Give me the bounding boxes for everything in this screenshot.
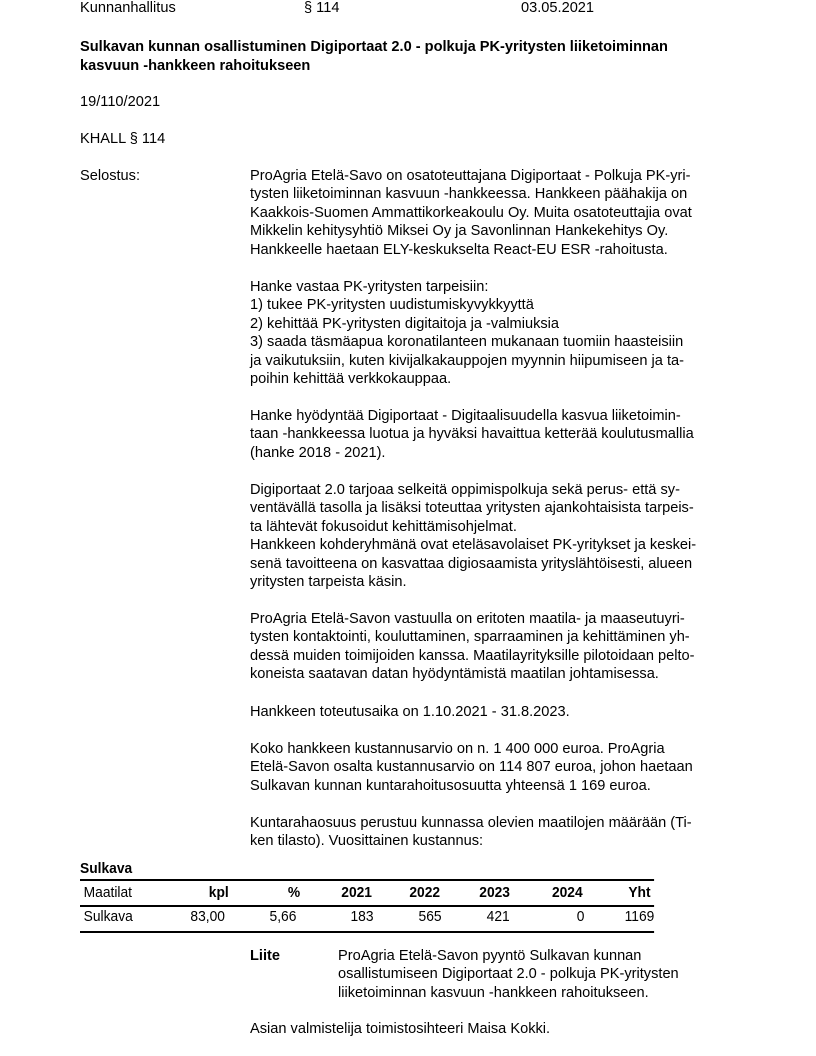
text-line: 3) saada täsmäapua koronatilanteen mukanaan tuomiin haasteisiin	[250, 334, 684, 351]
text-line: Kuntarahaosuus perustuu kunnassa olevien maatilojen määrään (Ti-	[250, 815, 692, 831]
text-line: senä tavoitteena on kasvattaa digiosaamista yrityslähtöisesti, alueen	[250, 555, 693, 572]
paragraph-4	[250, 481, 740, 591]
text-line: liiketoiminnan kasvuun -hankkeen rahoitukseen.	[338, 984, 649, 1001]
text-line: poihin kehittää verkkokauppaa.	[250, 371, 452, 388]
text-line: dessä muiden toimijoiden kanssa. Maatilayrityksille pilotoidaan pelto-	[250, 647, 695, 664]
selostus-label: Selostus:	[80, 168, 141, 184]
table-header-row	[80, 882, 651, 904]
col-header: 2023	[479, 884, 510, 901]
text-line: tysten kontaktointi, kouluttaminen, sparraaminen ja kehittäminen yh-	[250, 629, 690, 646]
text-line: Mikkelin kehitysyhtiö Miksei Oy ja Savonlinnan Hankekehitys Oy.	[250, 223, 669, 240]
text-line: (hanke 2018 - 2021).	[250, 444, 386, 461]
col-header: Maatilat	[83, 884, 133, 901]
case-number: 19/110/2021	[80, 94, 161, 110]
paragraph-6	[250, 703, 740, 721]
col-header: %	[287, 884, 301, 901]
text-line: koneista saatavan datan hyödyntämistä maatilan johtamisessa.	[250, 666, 659, 683]
cell-percent: 5,66	[269, 908, 297, 925]
text-line: ta lähtevät fokusoidut kehittämisohjelmat.	[250, 518, 517, 535]
header-body: Kunnanhallitus	[80, 0, 176, 16]
paragraph-8	[250, 814, 740, 851]
paragraph-2	[250, 278, 740, 388]
text-line: Hankkeen toteutusaika on 1.10.2021 - 31.8.2023.	[250, 704, 570, 720]
col-header: Yht	[628, 884, 651, 901]
paragraph-1	[250, 167, 740, 259]
text-line: ken tilasto). Vuosittainen kustannus:	[250, 833, 484, 850]
text-line: Hankkeen kohderyhmänä ovat eteläsavolaiset PK-yritykset ja keskei-	[250, 537, 697, 554]
document-title	[80, 38, 780, 76]
cell-municipality: Sulkava	[83, 908, 133, 925]
liite-label: Liite	[250, 948, 280, 964]
text-line: ProAgria Etelä-Savon vastuulla on eritoten maatila- ja maaseutuyri-	[250, 611, 685, 627]
cell-2023: 421	[486, 908, 510, 925]
text-line: ProAgria Etelä-Savon pyyntö Sulkavan kunnan	[338, 948, 642, 964]
cost-table	[80, 860, 655, 928]
cell-2021: 183	[350, 908, 374, 925]
table-divider	[80, 879, 654, 881]
table-divider	[80, 931, 654, 933]
paragraph-7	[250, 740, 740, 795]
text-line: 1) tukee PK-yritysten uudistumiskyvykkyyttä	[250, 297, 534, 314]
col-header: 2024	[551, 884, 583, 901]
text-line: Digiportaat 2.0 tarjoaa selkeitä oppimispolkuja sekä perus- että sy-	[250, 482, 680, 498]
col-header: 2022	[409, 884, 441, 901]
text-line: osallistumiseen Digiportaat 2.0 - polkuja PK-yritysten	[338, 966, 679, 983]
cell-kpl: 83,00	[190, 908, 225, 925]
text-line: ProAgria Etelä-Savo on osatoteuttajana Digiportaat - Polkuja PK-yri-	[250, 168, 691, 184]
col-header: 2021	[341, 884, 372, 901]
text-line: ja vaikutuksiin, kuten kivijalkakauppojen myynnin hiipumiseen ja ta-	[250, 352, 684, 369]
text-line: taan -hankkeessa luotua ja hyväksi havaittua ketterää koulutusmallia	[250, 426, 694, 443]
header-date: 03.05.2021	[521, 0, 595, 16]
text-line: Sulkavan kunnan kuntarahoitusosuutta yhteensä 1 169 euroa.	[250, 777, 651, 794]
liite-text	[338, 947, 738, 1002]
title-line: Sulkavan kunnan osallistuminen Digiportaat 2.0 - polkuja PK-yritysten liiketoiminnan	[80, 39, 668, 55]
cell-2022: 565	[418, 908, 442, 925]
cell-total: 1169	[624, 908, 655, 925]
preparer-note: Asian valmistelija toimistosihteeri Maisa Kokki.	[250, 1021, 551, 1037]
text-line: ventävällä tasolla ja lisäksi toteuttaa yritysten ajankohtaisista tarpeis-	[250, 500, 694, 517]
text-line: Hanke vastaa PK-yritysten tarpeisiin:	[250, 279, 489, 295]
text-line: Koko hankkeen kustannusarvio on n. 1 400 000 euroa. ProAgria	[250, 741, 665, 757]
paragraph-3	[250, 407, 740, 462]
text-line: Hankkeelle haetaan ELY-keskukselta React-EU ESR -rahoitusta.	[250, 241, 668, 258]
document-header	[0, 0, 816, 19]
title-line: kasvuun -hankkeen rahoitukseen	[80, 58, 311, 74]
cost-table-caption: Sulkava	[80, 860, 133, 877]
khall-reference: KHALL § 114	[80, 131, 166, 147]
col-header: kpl	[208, 884, 229, 901]
cell-2024: 0	[576, 908, 585, 925]
paragraph-5	[250, 610, 740, 684]
table-row	[80, 906, 655, 928]
text-line: 2) kehittää PK-yritysten digitaitoja ja -valmiuksia	[250, 315, 560, 332]
header-section: § 114	[304, 0, 340, 16]
text-line: Hanke hyödyntää Digiportaat - Digitaalisuudella kasvua liiketoimin-	[250, 408, 681, 424]
text-line: Etelä-Savon osalta kustannusarvio on 114 807 euroa, johon haetaan	[250, 759, 693, 776]
text-line: tysten liiketoiminnan kasvuun -hankkeessa. Hankkeen päähakija on	[250, 186, 688, 203]
text-line: Kaakkois-Suomen Ammattikorkeakoulu Oy. Muita osatoteuttajia ovat	[250, 204, 692, 221]
text-line: yritysten tarpeista käsin.	[250, 574, 407, 591]
